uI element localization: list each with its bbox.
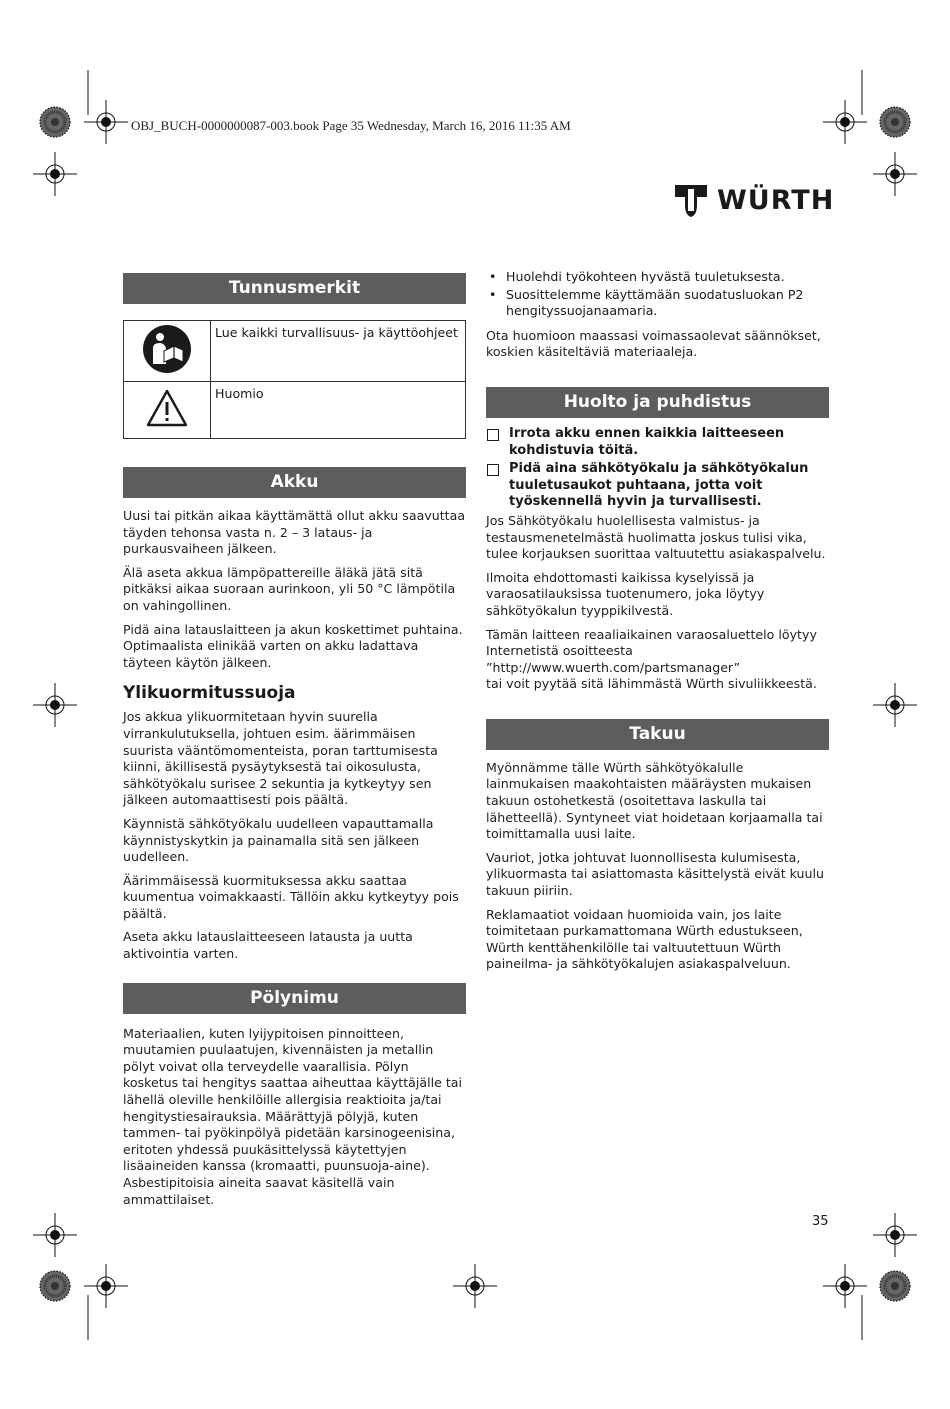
section-title-symbols: Tunnusmerkit	[123, 273, 466, 304]
checklist-text: Irrota akku ennen kaikkia laitteeseen kohdistuvia töitä.	[509, 425, 785, 458]
overload-paragraph: Äärimmäisessä kuormituksessa akku saattaa kuumentua voimakkaasti. Tällöin akku kytkeytyy pois päältä.	[123, 872, 459, 921]
table-row	[124, 382, 466, 439]
akku-paragraph: Uusi tai pitkän aikaa käyttämättä ollut akku saavuttaa täyden tehonsa vasta n. 2 – 3 lataus- ja purkausvaiheen jälkeen.	[123, 508, 466, 557]
section-title-warranty: Takuu	[486, 719, 829, 750]
overload-paragraph: Jos akkua ylikuormitetaan hyvin suurella virrankulutuksella, johtuen esim. äärimmäisen suurista vääntömomenteista, poran tarttumisesta kiinni, äkillisestä pysäytyksestä tai oikosulusta, sähkötyökalu surisee 2 sekuntia ja kytkeytyy sen jälkeen automaattisesti pois päältä.	[123, 709, 438, 808]
service-paragraph: Jos Sähkötyökalu huolellisesta valmistus- ja testausmenetelmästä huolimatta joskus tulisi vika, tulee korjauksen suorittaa valtuutettu asiakaspalvelu.	[486, 512, 826, 562]
book-header-line: OBJ_BUCH-0000000087-003.book Page 35 Wednesday, March 16, 2016 11:35 AM	[131, 118, 571, 133]
right-column	[486, 269, 829, 980]
warranty-paragraph: Vauriot, jotka johtuvat luonnollisesta kulumisesta, ylikuormasta tai asiattomasta käsittelystä eivät kuulu takuun piiriin.	[486, 849, 824, 899]
warranty-paragraph: Reklamaatiot voidaan huomioida vain, jos laite toimitetaan purkamattomana Würth edustukseen, Würth kenttähenkilölle tai valtuutettuun Würth paineilma- ja sähkötyökalujen asiakaspalveluun.	[486, 906, 803, 972]
wurth-logo	[673, 182, 834, 220]
akku-paragraph: Älä aseta akkua lämpöpattereille äläkä jätä sitä pitkäksi aikaa suoraan aurinkoon, yli 50 °C lämpötila on vahingollinen.	[123, 564, 456, 613]
symbol-icon-cell	[124, 382, 211, 439]
table-row	[124, 321, 466, 382]
warning-triangle-icon	[145, 388, 189, 428]
service-paragraph: Tämän laitteen reaaliaikainen varaosaluettelo löytyy Internetistä osoitteesta	[486, 626, 817, 659]
symbols-table	[123, 320, 466, 439]
akku-paragraph: Pidä aina latauslaitteen ja akun koskettimet puhtaina. Optimaalista elinikää varten on akku ladattava täyteen käytön jälkeen.	[123, 621, 463, 670]
logo-wordmark: WÜRTH	[717, 185, 835, 216]
checkbox-icon	[487, 464, 499, 476]
checklist-text: Pidä aina sähkötyökalu ja sähkötyökalun tuuletusaukot puhtaana, jotta voit työskennellä hyvin ja turvallisesti.	[509, 461, 809, 510]
symbol-text-cell: Huomio	[211, 382, 466, 439]
parts-url: ”http://www.wuerth.com/partsmanager”	[486, 659, 741, 675]
symbol-text-cell: Lue kaikki turvallisuus- ja käyttöohjeet	[211, 321, 466, 382]
service-paragraph: tai voit pyytää sitä lähimmästä Würth sivuliikkeestä.	[486, 676, 817, 692]
overload-paragraph: Käynnistä sähkötyökalu uudelleen vapauttamalla käynnistyskytkin ja painamalla sitä sen jälkeen uudelleen.	[123, 815, 434, 865]
section-title-akku: Akku	[123, 467, 466, 498]
list-item: • Huolehdi työkohteen hyvästä tuuletuksesta.	[506, 269, 829, 286]
section-title-service: Huolto ja puhdistus	[486, 387, 829, 418]
dust-paragraph: Materiaalien, kuten lyijypitoisen pinnoitteen, muutamien puulaatujen, kivennäisten ja metallin pölyt voivat olla terveydelle vaarallisia. Pölyn kosketus tai hengitys saattaa aiheuttaa käyttäjälle tai lähellä oleville henkilöille allergisia reaktioita ja/tai hengitystiesairauksia. Määrättyjä pölyjä, kuten tammen- tai pyökinpölyä pidetään karsinogeenisina, eritoten yhdessä puukäsittelyssä käytettyjen lisäaineiden kanssa (kromaatti, puunsuoja-aine). Asbestipitoisia aineita saavat käsitellä vain ammattilaiset.	[123, 1025, 463, 1207]
checklist-item	[486, 426, 829, 459]
section-title-dust: Pölynimu	[123, 983, 466, 1014]
checkbox-icon	[487, 429, 499, 441]
warranty-paragraph: Myönnämme tälle Würth sähkötyökalulle lainmukaisen maakohtaisten määräysten mukaisen takuun ostohetkestä (osoitettava laskulla tai lähetteellä). Syntyneet viat hoidetaan korjaamalla tai toimittamalla uusi laite.	[486, 759, 823, 842]
dust-note: Ota huomioon maassasi voimassaolevat säännökset, koskien käsiteltäviä materiaaleja.	[486, 327, 821, 360]
checklist-item	[486, 461, 829, 511]
overload-paragraph: Aseta akku latauslaitteeseen latausta ja uutta aktivointia varten.	[123, 929, 413, 962]
symbol-icon-cell	[124, 321, 211, 382]
list-item: • Suosittelemme käyttämään suodatusluokan P2 hengityssuojanaamaria.	[506, 287, 829, 320]
wurth-logo-icon	[673, 183, 709, 219]
read-manual-icon	[142, 324, 192, 374]
service-paragraph: Ilmoita ehdottomasti kaikissa kyselyissä ja varaosatilauksissa tuotenumero, joka löytyy sähkötyökalun tyyppikilvestä.	[486, 569, 765, 618]
left-column	[123, 273, 466, 1215]
dust-bullet-list	[486, 269, 829, 320]
page-number: 35	[812, 1214, 829, 1229]
overload-heading: Ylikuormitussuoja	[123, 683, 296, 704]
